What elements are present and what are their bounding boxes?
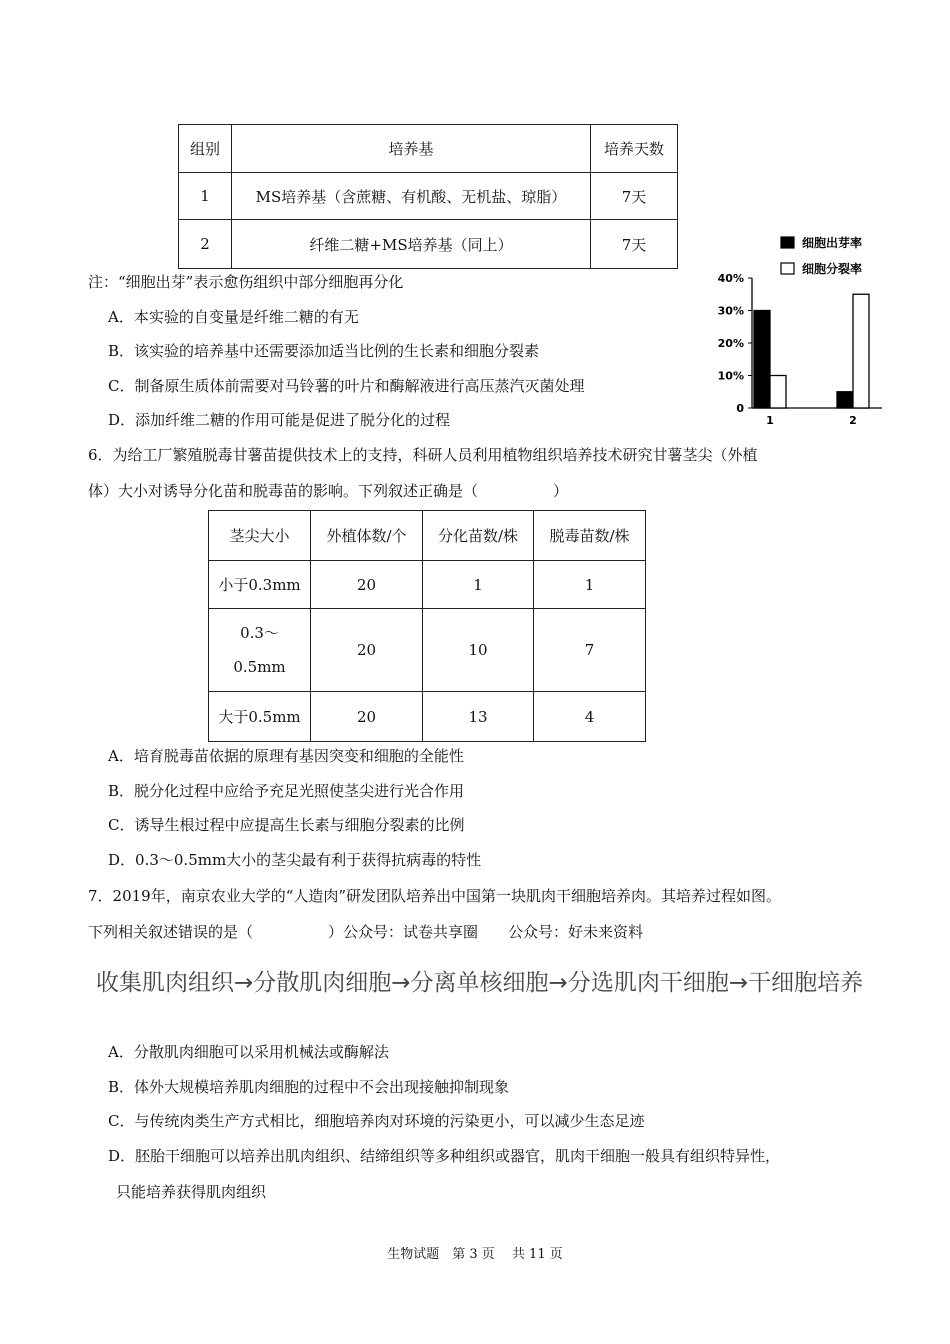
process-flow: 收集肌肉组织→分散肌肉细胞→分离单核细胞→分选肌肉干细胞→干细胞培养 — [96, 970, 864, 996]
q6-stem-line2: 体）大小对诱导分化苗和脱毒苗的影响。下列叙述正确是（ ） — [88, 482, 569, 500]
y-tick-label: 10% — [717, 369, 744, 383]
legend-swatch — [781, 263, 794, 274]
table-cell: 7天 — [591, 173, 678, 220]
table-header: 组别 — [179, 125, 232, 173]
table-cell: 20 — [311, 692, 423, 742]
table-cell: 7 — [534, 609, 646, 692]
bar — [754, 311, 770, 409]
q5-option-a: A．本实验的自变量是纤维二糖的有无 — [108, 308, 359, 326]
table-cell — [209, 609, 311, 692]
x-tick-label: 2 — [849, 414, 857, 427]
table-cell: 2 — [179, 220, 232, 269]
culture-medium-table — [178, 124, 678, 269]
q5-note: 注：“细胞出芽”表示愈伤组织中部分细胞再分化 — [88, 273, 404, 291]
table-cell: 1 — [534, 561, 646, 609]
legend-label: 细胞分裂率 — [802, 262, 863, 276]
table-cell: 1 — [423, 561, 534, 609]
q7-stem-line2: 下列相关叙述错误的是（ ）公众号：试卷共享圈 公众号：好未来资料 — [88, 923, 644, 941]
page-footer: 生物试题 第 3 页 共 11 页 — [387, 1247, 563, 1262]
q5-option-c: C．制备原生质体前需要对马铃薯的叶片和酶解液进行高压蒸汽灭菌处理 — [108, 377, 585, 395]
table-cell: 20 — [311, 561, 423, 609]
table-cell: 纤维二糖+MS培养基（同上） — [232, 220, 591, 269]
size-line2: 0.5mm — [233, 658, 286, 676]
q7-option-d-cont: 只能培养获得肌肉组织 — [116, 1183, 267, 1201]
q6-option-d: D．0.3～0.5mm大小的茎尖最有利于获得抗病毒的特性 — [108, 851, 482, 869]
q7-option-d: D．胚胎干细胞可以培养出肌肉组织、结缔组织等多种组织或器官，肌肉干细胞一般具有组织特异性， — [108, 1147, 781, 1165]
table-cell: 20 — [311, 609, 423, 692]
q7-stem-line1: 7．2019年，南京农业大学的“人造肉”研发团队培养出中国第一块肌肉干细胞培养肉。其培养过程如图。 — [88, 887, 782, 905]
table-cell: 10 — [423, 609, 534, 692]
table-cell: 1 — [179, 173, 232, 220]
table-header: 分化苗数/株 — [423, 511, 534, 561]
y-tick-label: 0 — [736, 402, 744, 415]
bar-chart — [690, 225, 900, 435]
q7-option-a: A．分散肌肉细胞可以采用机械法或酶解法 — [108, 1043, 389, 1061]
legend-label: 细胞出芽率 — [802, 236, 863, 250]
q6-stem-line1: 6．为给工厂繁殖脱毒甘薯苗提供技术上的支持，科研人员利用植物组织培养技术研究甘薯茎尖（外植 — [88, 446, 758, 464]
chart-legend — [781, 235, 862, 276]
x-tick-label: 1 — [766, 414, 774, 427]
table-cell: 大于0.5mm — [209, 692, 311, 742]
table-header: 脱毒苗数/株 — [534, 511, 646, 561]
legend-swatch — [781, 237, 794, 248]
bar — [770, 376, 786, 409]
table-header: 培养基 — [232, 125, 591, 173]
y-tick-label: 30% — [717, 304, 744, 318]
table-cell: 13 — [423, 692, 534, 742]
q6-option-b: B．脱分化过程中应给予充足光照使茎尖进行光合作用 — [108, 782, 465, 800]
table-header: 外植体数/个 — [311, 511, 423, 561]
table-header: 培养天数 — [591, 125, 678, 173]
q6-option-a: A．培育脱毒苗依据的原理有基因突变和细胞的全能性 — [108, 747, 464, 765]
q5-option-d: D．添加纤维二糖的作用可能是促进了脱分化的过程 — [108, 411, 451, 429]
shoot-tip-table — [208, 510, 646, 742]
q5-option-b: B．该实验的培养基中还需要添加适当比例的生长素和细胞分裂素 — [108, 342, 540, 360]
table-cell: 4 — [534, 692, 646, 742]
table-header: 茎尖大小 — [209, 511, 311, 561]
table-cell: MS培养基（含蔗糖、有机酸、无机盐、琼脂） — [232, 173, 591, 220]
y-tick-label: 40% — [717, 272, 744, 285]
chart-bars — [754, 294, 869, 408]
q6-option-c: C．诱导生根过程中应提高生长素与细胞分裂素的比例 — [108, 816, 465, 834]
table-cell: 7天 — [591, 220, 678, 269]
table-cell: 小于0.3mm — [209, 561, 311, 609]
y-tick-label: 20% — [717, 337, 744, 350]
q7-option-c: C．与传统肉类生产方式相比，细胞培养肉对环境的污染更小，可以减少生态足迹 — [108, 1112, 645, 1130]
bar — [837, 392, 853, 408]
bar — [853, 294, 869, 408]
q7-option-b: B．体外大规模培养肌肉细胞的过程中不会出现接触抑制现象 — [108, 1078, 510, 1096]
size-line1: 0.3～ — [240, 624, 279, 642]
